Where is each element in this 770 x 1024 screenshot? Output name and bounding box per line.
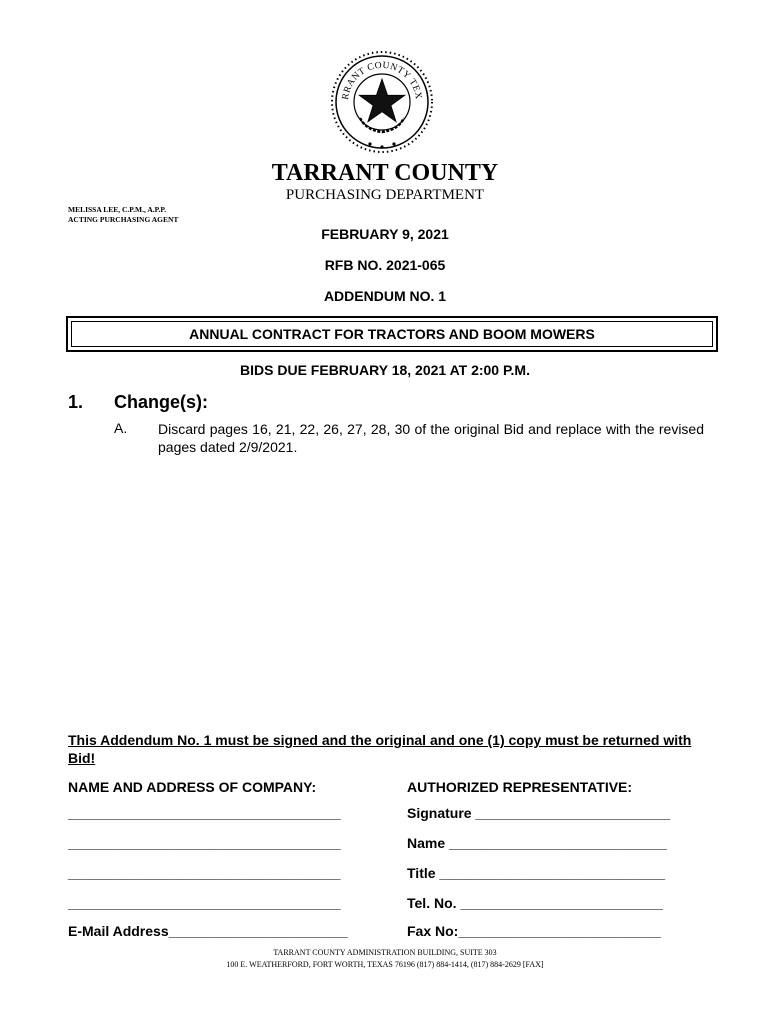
contract-title-box (66, 316, 718, 352)
department-name: PURCHASING DEPARTMENT (285, 187, 485, 203)
rfb-number: RFB NO. 2021-065 (324, 257, 446, 273)
fax-no-field[interactable]: Fax No:__________________________ (407, 923, 661, 939)
county-seal (330, 46, 434, 160)
county-title: TARRANT COUNTY (271, 160, 499, 186)
company-line-1[interactable]: ___________________________________ (68, 805, 341, 821)
footer-address-line-1: TARRANT COUNTY ADMINISTRATION BUILDING, SUITE 303 (273, 948, 497, 957)
notice-date: FEBRUARY 9, 2021 (321, 226, 449, 242)
tel-no-field[interactable]: Tel. No. __________________________ (407, 895, 663, 911)
section-number: 1. (68, 392, 84, 412)
agent-title: ACTING PURCHASING AGENT (68, 215, 179, 224)
addendum-number: ADDENDUM NO. 1 (323, 288, 447, 304)
contract-title: ANNUAL CONTRACT FOR TRACTORS AND BOOM MOWERS (71, 321, 713, 347)
company-line-3[interactable]: ___________________________________ (68, 865, 341, 881)
county-seal-graphic (330, 46, 434, 160)
svg-text:TARRANT COUNTY TEXAS: RRANT COUNTY TEX (340, 60, 424, 101)
section-title: Change(s): (114, 392, 208, 412)
change-item-text: Discard pages 16, 21, 22, 26, 27, 28, 30 of the original Bid and replace with the revised pages dated 2/9/2021. (158, 421, 704, 455)
email-address-field[interactable]: E-Mail Address_______________________ (68, 923, 348, 939)
name-field[interactable]: Name ____________________________ (407, 835, 668, 851)
change-item-letter: A. (114, 420, 128, 436)
return-instruction: This Addendum No. 1 must be signed and the original and one (1) copy must be returned with Bid! (68, 732, 692, 766)
representative-heading: AUTHORIZED REPRESENTATIVE: (407, 779, 633, 795)
bids-due: BIDS DUE FEBRUARY 18, 2021 AT 2:00 P.M. (240, 362, 530, 378)
company-heading: NAME AND ADDRESS OF COMPANY: (68, 779, 317, 795)
footer-address-line-2: 100 E. WEATHERFORD, FORT WORTH, TEXAS 76196 (817) 884-1414, (817) 884-2629 [FAX] (226, 960, 544, 969)
agent-name: MELISSA LEE, C.P.M., A.P.P. (68, 205, 167, 214)
agent-block (68, 205, 178, 225)
company-line-2[interactable]: ___________________________________ (68, 835, 341, 851)
title-field[interactable]: Title _____________________________ (407, 865, 666, 881)
signature-field[interactable]: Signature _________________________ (407, 805, 671, 821)
company-line-4[interactable]: ___________________________________ (68, 895, 341, 911)
